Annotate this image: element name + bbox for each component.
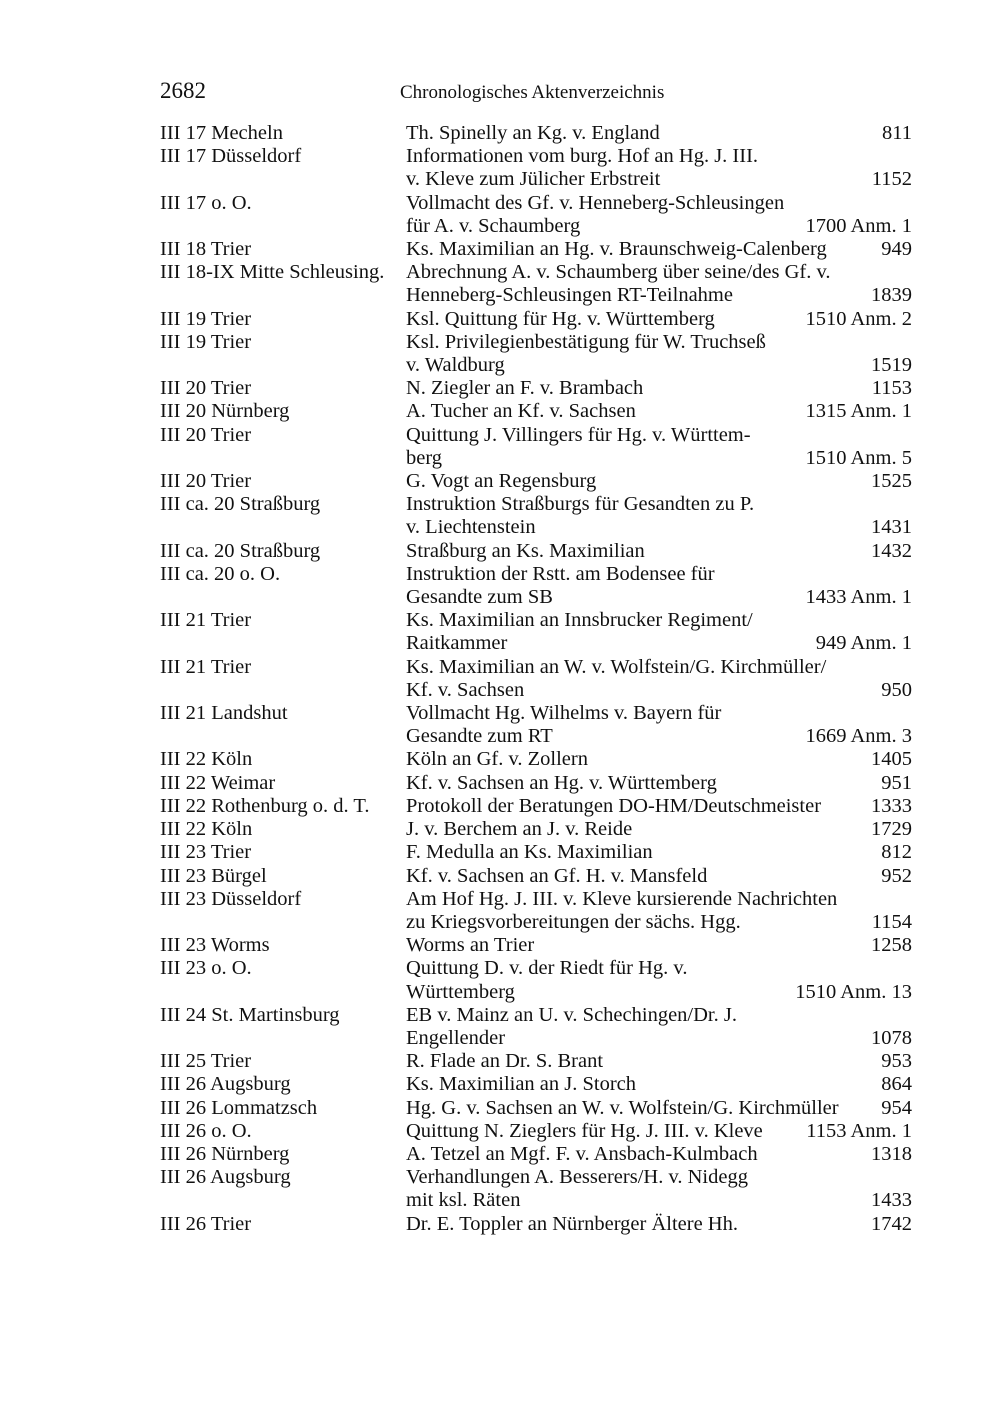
entry-description: Quittung N. Zieglers für Hg. J. III. v. Kleve — [406, 1119, 763, 1142]
entry-date: III 22 Köln — [160, 818, 253, 841]
entry-line — [406, 331, 912, 354]
entry-line — [406, 1097, 912, 1120]
entry-line — [406, 1120, 912, 1143]
entry-description: Dr. E. Toppler an Nürnberger Ältere Hh. — [406, 1212, 738, 1235]
entry-description: Instruktion der Rstt. am Bodensee für — [406, 562, 715, 585]
entry-reference: 1510 Anm. 13 — [795, 980, 912, 1003]
entry-description: Vollmacht des Gf. v. Henneberg-Schleusingen — [406, 191, 785, 214]
list-item — [160, 400, 912, 423]
entry-reference: 1669 Anm. 3 — [805, 725, 912, 748]
entry-body — [406, 400, 912, 423]
entry-reference: 1318 — [871, 1142, 912, 1165]
entry-line — [406, 470, 912, 493]
entry-date: III 26 Nürnberg — [160, 1142, 290, 1165]
entry-line — [406, 1143, 912, 1166]
list-item — [160, 1120, 912, 1143]
entry-description: für A. v. Schaumberg — [406, 214, 581, 237]
page-header — [160, 78, 912, 108]
entry-reference: 1432 — [871, 539, 912, 562]
entry-description: v. Kleve zum Jülicher Erbstreit — [406, 168, 661, 191]
entry-description: Ks. Maximilian an Hg. v. Braunschweig-Calenberg — [406, 238, 827, 261]
entry-description: Straßburg an Ks. Maximilian — [406, 539, 645, 562]
entry-reference: 953 — [881, 1050, 912, 1073]
list-item — [160, 888, 912, 934]
list-item — [160, 1050, 912, 1073]
entry-date: III 19 Trier — [160, 307, 252, 330]
entry-date: III 23 o. O. — [160, 957, 252, 980]
entry-line — [406, 1213, 912, 1236]
entry-reference: 1154 — [871, 910, 912, 933]
list-item — [160, 470, 912, 493]
entry-reference: 954 — [881, 1096, 912, 1119]
entry-description: zu Kriegsvorbereitungen der sächs. Hgg. — [406, 910, 741, 933]
entry-reference: 1742 — [871, 1212, 912, 1235]
entry-description: Kf. v. Sachsen — [406, 678, 525, 701]
entry-description: R. Flade an Dr. S. Brant — [406, 1050, 604, 1073]
entry-description: v. Waldburg — [406, 354, 505, 377]
entry-body — [406, 145, 912, 191]
entry-line — [406, 122, 912, 145]
entry-description: Protokoll der Beratungen DO-HM/Deutschmeister — [406, 794, 822, 817]
entry-line — [406, 1073, 912, 1096]
entry-reference: 1510 Anm. 5 — [805, 446, 912, 469]
list-item — [160, 238, 912, 261]
entry-body — [406, 540, 912, 563]
entry-body — [406, 308, 912, 331]
entry-reference: 1839 — [871, 284, 912, 307]
entry-reference: 1433 — [871, 1189, 912, 1212]
list-item — [160, 1213, 912, 1236]
entry-body — [406, 888, 912, 934]
entry-body — [406, 748, 912, 771]
list-item — [160, 308, 912, 331]
entry-line — [406, 516, 912, 539]
entry-description: G. Vogt an Regensburg — [406, 470, 597, 493]
entry-date: III 22 Köln — [160, 748, 253, 771]
entry-reference: 811 — [882, 122, 912, 144]
list-item — [160, 934, 912, 957]
entry-date: III 20 Nürnberg — [160, 400, 290, 423]
entry-line — [406, 656, 912, 679]
entry-reference: 1152 — [871, 168, 912, 191]
entry-description: Am Hof Hg. J. III. v. Kleve kursierende Nachrichten — [406, 887, 838, 910]
entry-body — [406, 609, 912, 655]
list-item — [160, 122, 912, 145]
entry-description: Gesandte zum RT — [406, 725, 553, 748]
entry-body — [406, 1143, 912, 1166]
entry-description: Vollmacht Hg. Wilhelms v. Bayern für — [406, 702, 722, 725]
entry-description: Kf. v. Sachsen an Gf. H. v. Mansfeld — [406, 864, 708, 887]
entry-line — [406, 725, 912, 748]
entry-description: Worms an Trier — [406, 934, 535, 957]
entry-date: III 20 Trier — [160, 377, 252, 400]
entry-reference: 1153 — [871, 377, 912, 400]
entry-description: berg — [406, 446, 443, 469]
list-item — [160, 818, 912, 841]
entry-description: J. v. Berchem an J. v. Reide — [406, 818, 633, 841]
entry-line — [406, 145, 912, 168]
entry-description: A. Tucher an Kf. v. Sachsen — [406, 400, 636, 423]
entry-description: Quittung D. v. der Riedt für Hg. v. — [406, 957, 688, 980]
entry-description: F. Medulla an Ks. Maximilian — [406, 841, 653, 864]
entry-date: III ca. 20 o. O. — [160, 562, 281, 585]
entry-description: Instruktion Straßburgs für Gesandten zu P. — [406, 493, 755, 516]
entry-description: N. Ziegler an F. v. Brambach — [406, 377, 644, 400]
entry-description: Verhandlungen A. Besserers/H. v. Nidegg — [406, 1166, 748, 1189]
entry-reference: 1315 Anm. 1 — [805, 400, 912, 423]
entry-line — [406, 609, 912, 632]
entry-description: Th. Spinelly an Kg. v. England — [406, 122, 660, 144]
list-item — [160, 563, 912, 609]
list-item — [160, 145, 912, 191]
entry-description: Quittung J. Villingers für Hg. v. Württem- — [406, 423, 751, 446]
entry-date: III 21 Trier — [160, 655, 252, 678]
entry-line — [406, 957, 912, 980]
entry-date: III 17 Düsseldorf — [160, 145, 302, 168]
entry-line — [406, 215, 912, 238]
entry-line — [406, 261, 912, 284]
list-item — [160, 1073, 912, 1096]
entry-line — [406, 981, 912, 1004]
entry-line — [406, 1189, 912, 1212]
entry-line — [406, 424, 912, 447]
entry-body — [406, 122, 912, 145]
entry-body — [406, 1004, 912, 1050]
entry-reference: 1519 — [871, 354, 912, 377]
entry-reference: 1078 — [871, 1026, 912, 1049]
entry-date: III ca. 20 Straßburg — [160, 539, 321, 562]
entry-date: III 22 Rothenburg o. d. T. — [160, 794, 370, 817]
list-item — [160, 1143, 912, 1166]
entry-line — [406, 354, 912, 377]
entry-date: III 26 Augsburg — [160, 1166, 291, 1189]
entry-date: III 17 Mecheln — [160, 122, 283, 144]
entry-date: III 23 Worms — [160, 934, 270, 957]
entry-description: A. Tetzel an Mgf. F. v. Ansbach-Kulmbach — [406, 1142, 758, 1165]
entry-description: Henneberg-Schleusingen RT-Teilnahme — [406, 284, 733, 307]
entry-reference: 1433 Anm. 1 — [805, 586, 912, 609]
entry-line — [406, 308, 912, 331]
entry-description: Ks. Maximilian an J. Storch — [406, 1073, 637, 1096]
entry-date: III 21 Trier — [160, 609, 252, 632]
entry-body — [406, 795, 912, 818]
entry-date: III ca. 20 Straßburg — [160, 493, 321, 516]
entry-body — [406, 563, 912, 609]
entry-line — [406, 795, 912, 818]
entry-line — [406, 377, 912, 400]
entry-date: III 23 Trier — [160, 841, 252, 864]
entry-date: III 24 St. Martinsburg — [160, 1003, 340, 1026]
entry-reference: 1333 — [871, 794, 912, 817]
entry-line — [406, 540, 912, 563]
entry-description: Württemberg — [406, 980, 515, 1003]
entry-date: III 26 o. O. — [160, 1119, 252, 1142]
entry-line — [406, 284, 912, 307]
entry-body — [406, 772, 912, 795]
entry-body — [406, 1097, 912, 1120]
entry-reference: 1153 Anm. 1 — [806, 1119, 912, 1142]
entry-line — [406, 192, 912, 215]
list-item — [160, 795, 912, 818]
entry-description: Ks. Maximilian an Innsbrucker Regiment/ — [406, 609, 753, 632]
entry-line — [406, 400, 912, 423]
entry-body — [406, 957, 912, 1003]
entry-body — [406, 192, 912, 238]
entry-reference: 952 — [881, 864, 912, 887]
entry-description: mit ksl. Räten — [406, 1189, 521, 1212]
entry-body — [406, 424, 912, 470]
entry-body — [406, 702, 912, 748]
entry-line — [406, 586, 912, 609]
list-item — [160, 748, 912, 771]
entry-description: v. Liechtenstein — [406, 516, 536, 539]
entry-description: Gesandte zum SB — [406, 586, 553, 609]
list-item — [160, 702, 912, 748]
entry-reference: 1700 Anm. 1 — [805, 214, 912, 237]
entry-date: III 19 Trier — [160, 330, 252, 353]
entry-reference: 951 — [881, 771, 912, 794]
entry-reference: 950 — [881, 678, 912, 701]
entry-description: Engellender — [406, 1026, 506, 1049]
entry-line — [406, 1050, 912, 1073]
list-item — [160, 540, 912, 563]
entry-reference: 1525 — [871, 470, 912, 493]
entry-body — [406, 331, 912, 377]
entry-description: Köln an Gf. v. Zollern — [406, 748, 588, 771]
entry-date: III 18 Trier — [160, 238, 252, 261]
entry-date: III 26 Lommatzsch — [160, 1096, 318, 1119]
entry-date: III 26 Augsburg — [160, 1073, 291, 1096]
entry-reference: 1510 Anm. 2 — [805, 307, 912, 330]
list-item — [160, 1004, 912, 1050]
entry-description: Ksl. Privilegienbestätigung für W. Truchseß — [406, 330, 766, 353]
entry-body — [406, 470, 912, 493]
entry-line — [406, 679, 912, 702]
entry-reference: 1431 — [871, 516, 912, 539]
entry-date: III 26 Trier — [160, 1212, 252, 1235]
entry-reference: 1258 — [871, 934, 912, 957]
entry-body — [406, 261, 912, 307]
entry-line — [406, 702, 912, 725]
entry-date: III 23 Düsseldorf — [160, 887, 302, 910]
entry-body — [406, 1050, 912, 1073]
entry-body — [406, 377, 912, 400]
page-number: 2682 — [160, 78, 206, 103]
entry-reference: 812 — [881, 841, 912, 864]
entry-line — [406, 911, 912, 934]
list-item — [160, 772, 912, 795]
list-item — [160, 424, 912, 470]
entry-line — [406, 632, 912, 655]
entry-line — [406, 1004, 912, 1027]
entry-line — [406, 818, 912, 841]
entry-description: Informationen vom burg. Hof an Hg. J. III. — [406, 145, 759, 168]
entry-line — [406, 447, 912, 470]
entry-description: Hg. G. v. Sachsen an W. v. Wolfstein/G. Kirchmüller — [406, 1096, 839, 1119]
list-item — [160, 377, 912, 400]
entry-reference: 949 — [881, 238, 912, 261]
list-item — [160, 841, 912, 864]
list-item — [160, 261, 912, 307]
entry-line — [406, 888, 912, 911]
entry-line — [406, 841, 912, 864]
entry-body — [406, 1213, 912, 1236]
entry-body — [406, 493, 912, 539]
list-item — [160, 192, 912, 238]
entry-reference: 1729 — [871, 818, 912, 841]
list-item — [160, 865, 912, 888]
entry-line — [406, 493, 912, 516]
entry-description: Kf. v. Sachsen an Hg. v. Württemberg — [406, 771, 717, 794]
entry-line — [406, 772, 912, 795]
entry-body — [406, 656, 912, 702]
entry-line — [406, 238, 912, 261]
entry-line — [406, 865, 912, 888]
entry-line — [406, 748, 912, 771]
entry-date: III 20 Trier — [160, 470, 252, 493]
list-item — [160, 609, 912, 655]
list-item — [160, 656, 912, 702]
entry-description: EB v. Mainz an U. v. Schechingen/Dr. J. — [406, 1003, 737, 1026]
entry-body — [406, 1073, 912, 1096]
entry-line — [406, 168, 912, 191]
entry-reference: 864 — [881, 1073, 912, 1096]
entry-description: Ks. Maximilian an W. v. Wolfstein/G. Kirchmüller/ — [406, 655, 827, 678]
list-item — [160, 1166, 912, 1212]
entry-date: III 17 o. O. — [160, 191, 252, 214]
entry-line — [406, 563, 912, 586]
entry-description: Ksl. Quittung für Hg. v. Württemberg — [406, 307, 715, 330]
entry-body — [406, 818, 912, 841]
entry-line — [406, 1166, 912, 1189]
list-item — [160, 1097, 912, 1120]
entry-body — [406, 865, 912, 888]
list-item — [160, 331, 912, 377]
entry-description: Abrechnung A. v. Schaumberg über seine/des Gf. v. — [406, 261, 831, 284]
list-item — [160, 957, 912, 1003]
entry-date: III 21 Landshut — [160, 702, 288, 725]
entry-body — [406, 841, 912, 864]
entry-date: III 18-IX Mitte Schleusing. — [160, 261, 385, 284]
entry-body — [406, 238, 912, 261]
entry-reference: 949 Anm. 1 — [815, 632, 912, 655]
entry-date: III 20 Trier — [160, 423, 252, 446]
running-title: Chronologisches Aktenverzeichnis — [400, 82, 665, 103]
entry-date: III 23 Bürgel — [160, 864, 267, 887]
list-item — [160, 493, 912, 539]
entry-line — [406, 1027, 912, 1050]
entry-date: III 25 Trier — [160, 1050, 252, 1073]
entry-body — [406, 1166, 912, 1212]
entry-reference: 1405 — [871, 748, 912, 771]
entry-body — [406, 934, 912, 957]
entry-list — [160, 122, 912, 1236]
entry-description: Raitkammer — [406, 632, 508, 655]
entry-body — [406, 1120, 912, 1143]
entry-line — [406, 934, 912, 957]
entry-date: III 22 Weimar — [160, 771, 276, 794]
